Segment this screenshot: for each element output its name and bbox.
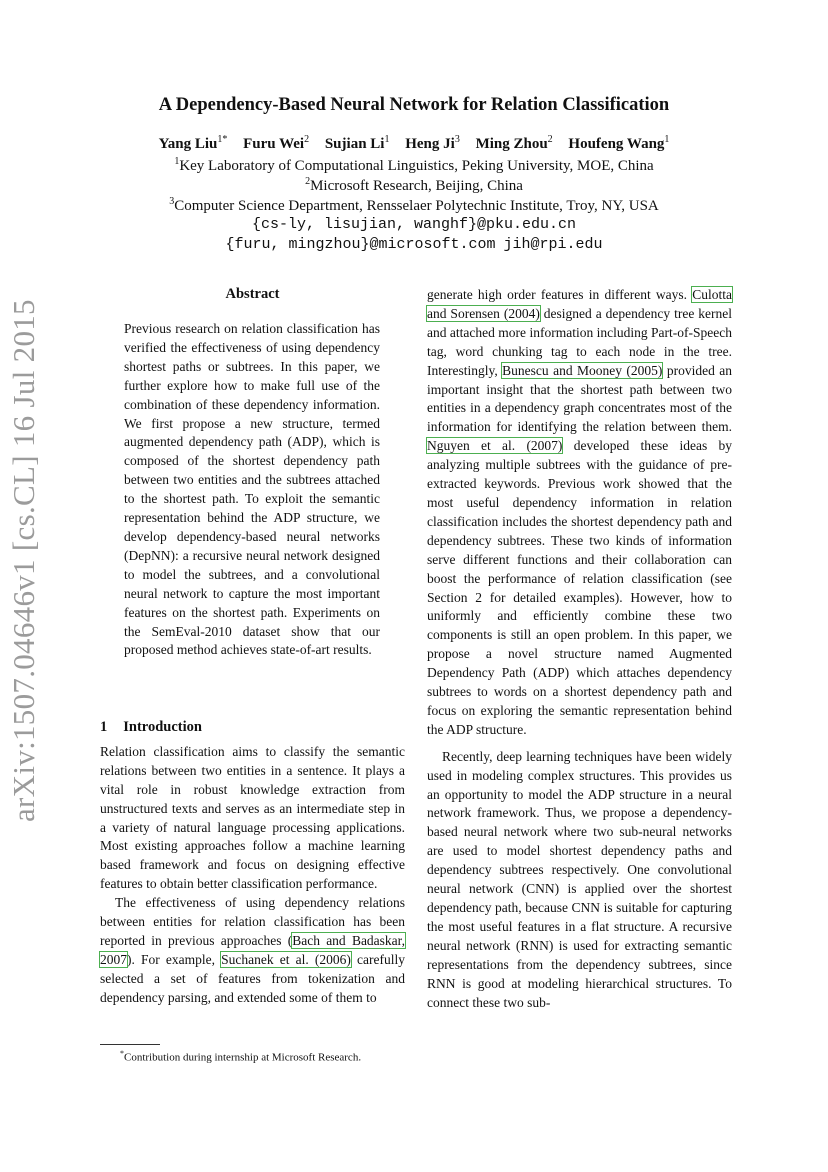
section-title: Introduction <box>123 719 202 735</box>
author-list <box>0 134 828 153</box>
section-number: 1 <box>100 719 108 735</box>
author-name: Heng Ji <box>405 136 455 152</box>
affiliation-sup: 1 <box>174 156 180 167</box>
author-sup: 1 <box>664 134 670 145</box>
affiliation-text: Key Laboratory of Computational Linguistics, Peking University, MOE, China <box>179 158 654 174</box>
email-group: jih@rpi.edu <box>503 236 603 253</box>
affiliation-text: Microsoft Research, Beijing, China <box>310 178 523 194</box>
citation-link[interactable]: Culotta and Sorensen (2004) <box>427 287 732 321</box>
author-sup: 3 <box>454 134 460 145</box>
text-run: ). For example, <box>127 951 222 967</box>
citation-link[interactable]: Bach and Badaskar, 2007 <box>100 932 406 967</box>
affiliation-sup: 2 <box>305 176 311 187</box>
text-run: carefully selected a set of features from tokenization and dependency parsing, and extended some of them to <box>100 951 405 1005</box>
text-run: generate high order features in different ways. <box>427 287 693 302</box>
author <box>325 136 390 152</box>
affiliation <box>0 156 828 175</box>
paper-title: A Dependency-Based Neural Network for Relation Classification <box>158 95 670 115</box>
author-name: Furu Wei <box>243 136 305 152</box>
author-name: Ming Zhou <box>475 136 548 152</box>
author <box>243 136 309 152</box>
author <box>476 136 553 152</box>
paragraph: Recently, deep learning techniques have been widely used in modeling complex structures. This provides us an opportunity to model the ADP structure in a neural network framework. Thus, we propose a dependency-based neural network where two sub-neural networks are used to model shortest dependency paths and dependency subtrees respectively. One convolutional neural network (CNN) is applied over the shortest dependency path, because CNN is suitable for capturing the most useful features in a flat structure. A recursive neural network (RNN) is used for extracting semantic representations from the dependency subtrees, since RNN is good at modeling hierarchical structures. To connect these two sub- <box>427 748 732 1010</box>
author-sup: 2 <box>547 134 553 145</box>
paragraph <box>427 286 732 740</box>
author-sup: 1 <box>384 134 390 145</box>
text-run: developed these ideas by analyzing multiple subtrees with the guidance of pre-extracted keywords. Previous work showed that the most useful dependency information in relation classification includes the shortest dependency path and dependency subtrees. These two kinds of information serve different functions and their collaboration can boost the performance of relation classification (see Section 2 for detailed examples). However, how to uniformly and efficiently combine these two components is still an open problem. In this paper, we propose a novel structure named Augmented Dependency Path (ADP) which attaches dependency subtrees to words on a shortest dependency path and focus on exploring the semantic representation behind the ADP structure. <box>427 438 733 737</box>
citation-link[interactable]: Nguyen et al. (2007) <box>427 438 563 454</box>
author <box>159 136 228 152</box>
footnote-mark: * <box>120 1049 124 1058</box>
author <box>405 136 460 152</box>
right-column <box>427 286 732 1012</box>
footnote-text: Contribution during internship at Microsoft Research. <box>124 1051 362 1064</box>
citation-link[interactable]: Bunescu and Mooney (2005) <box>502 362 663 378</box>
text-run: provided an important insight that the shortest path between two entities in a dependency graph concentrates most of the information for identifying the relation between them. <box>427 362 732 435</box>
author-sup: 2 <box>304 134 310 145</box>
affiliation-sup: 3 <box>169 196 175 207</box>
text-run: designed a dependency tree kernel and attached more information including Part-of-Speech tag, word chunking tag to each node in the tree. Interestingly, <box>427 305 732 378</box>
arxiv-identifier: arXiv:1507.04646v1 [cs.CL] 16 Jul 2015 <box>6 299 41 822</box>
email-line <box>0 236 828 253</box>
abstract-heading: Abstract <box>225 286 280 302</box>
abstract-body: Previous research on relation classification has verified the effectiveness of using dependency shortest paths or subtrees. In this paper, we further explore how to make full use of the combination of these dependency information. We first propose a new structure, termed augmented dependency path (ADP), which is composed of the shortest dependency path between two entities and the subtrees attached to the shortest path. To exploit the semantic representation behind the ADP structure, we develop dependency-based neural networks (DepNN): a recursive neural network designed to model the subtrees, and a convolutional neural network to capture the most important features on the shortest path. Experiments on the SemEval-2010 dataset show that our proposed method achieves state-of-art results. <box>124 321 380 658</box>
author-name: Houfeng Wang <box>568 136 665 152</box>
author-name: Yang Liu <box>158 136 218 152</box>
section-heading <box>100 718 405 737</box>
email-line: {cs-ly, lisujian, wanghf}@pku.edu.cn <box>251 216 577 233</box>
email-group: {furu, mingzhou}@microsoft.com <box>225 236 496 253</box>
paragraph <box>100 894 405 1007</box>
text-run: The effectiveness of using dependency relations between entities for relation classification has been reported in previous approaches ( <box>100 895 405 948</box>
affiliation <box>0 176 828 195</box>
paragraph: Relation classification aims to classify the semantic relations between two entities in a sentence. It plays a vital role in robust knowledge extraction from unstructured texts and serves as an intermediate step in a variety of natural language processing applications. Most existing approaches follow a machine learning based framework and focus on designing effective features to obtain better classification performance. <box>100 743 405 892</box>
affiliation <box>0 196 828 215</box>
author-name: Sujian Li <box>324 136 385 152</box>
author-sup: 1* <box>217 134 228 145</box>
left-column <box>100 718 405 1008</box>
footnote-rule <box>100 1044 160 1045</box>
affiliation-text: Computer Science Department, Rensselaer Polytechnic Institute, Troy, NY, USA <box>174 198 659 214</box>
author <box>568 136 669 152</box>
citation-link[interactable]: Suchanek et al. (2006) <box>221 951 351 967</box>
footnote <box>120 1049 361 1064</box>
